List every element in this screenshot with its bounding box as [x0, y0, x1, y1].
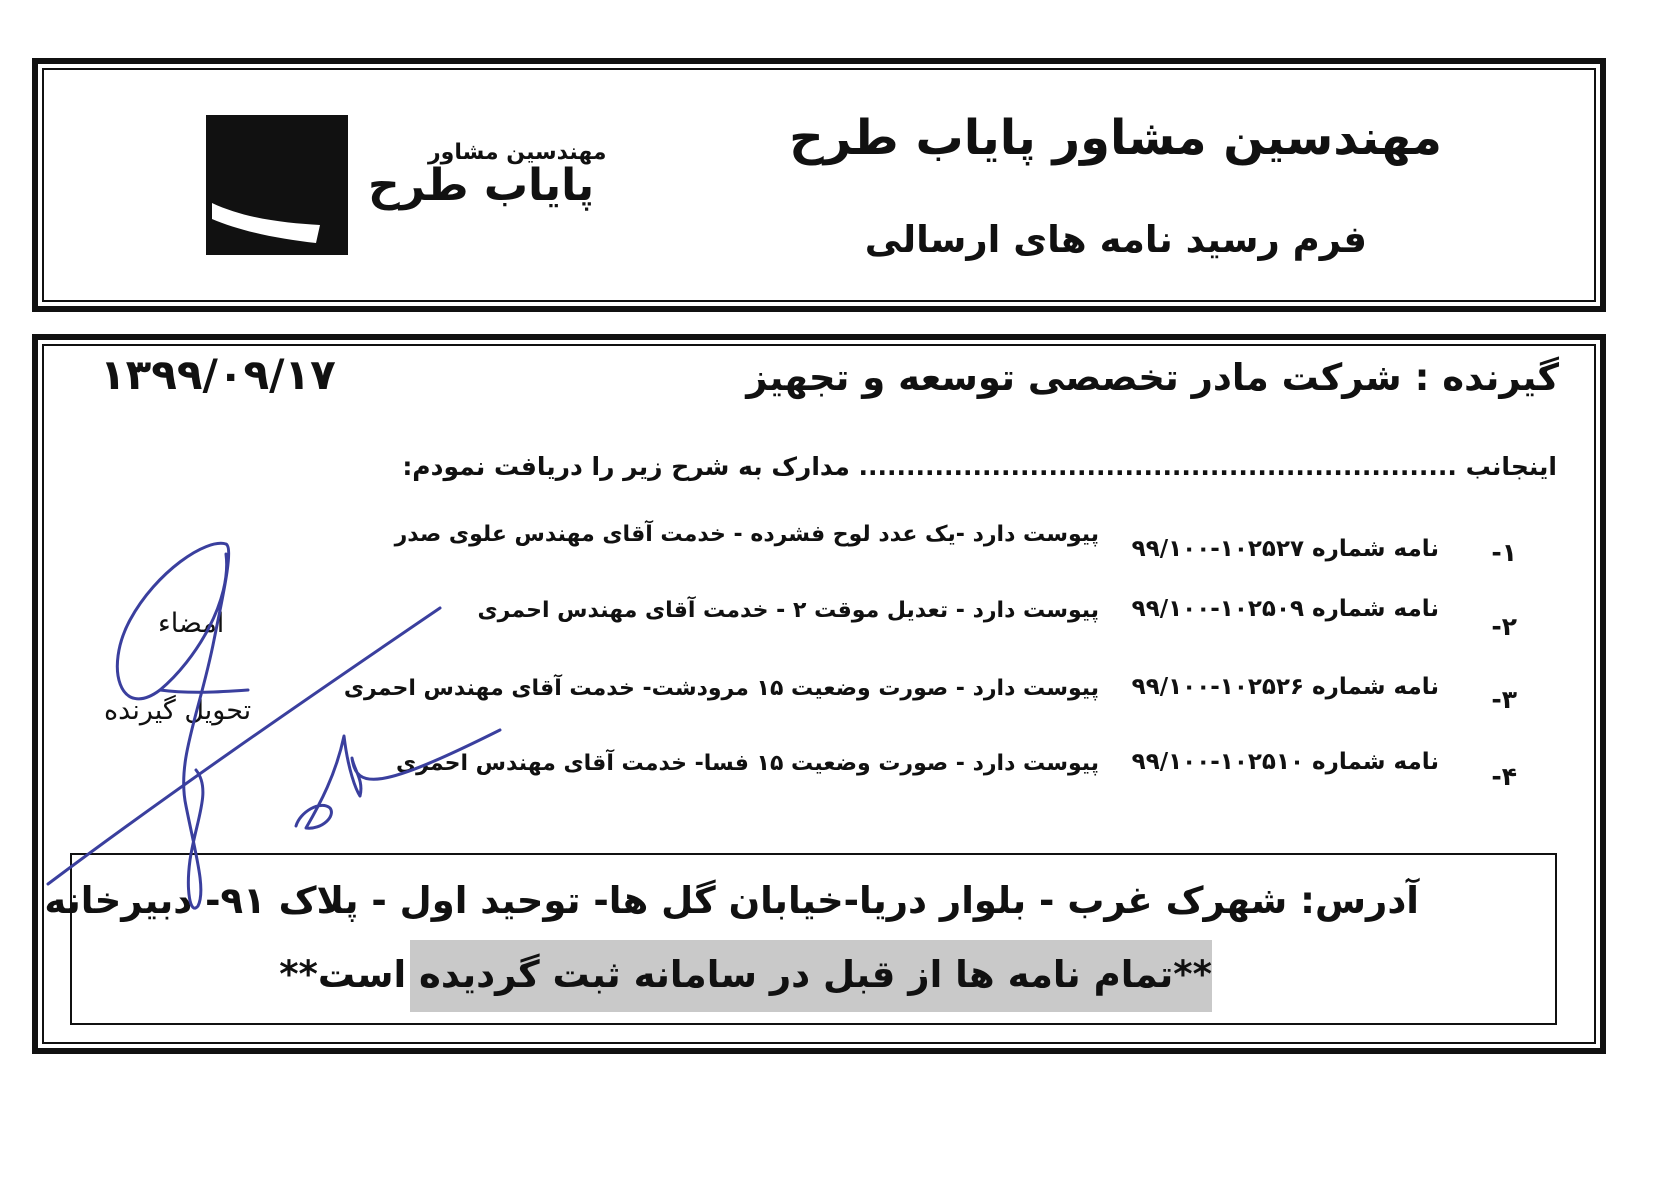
- intro-blank-line: ...............................................................: [858, 452, 1457, 481]
- letter-number: ۱-: [1491, 538, 1517, 567]
- intro-suffix: مدارک به شرح زیر را دریافت نمودم:: [402, 452, 850, 481]
- signature-label: امضاء: [158, 608, 225, 639]
- letter-number: ۲-: [1491, 612, 1517, 641]
- letter-description: پیوست دارد - تعدیل موقت ۲ - خدمت آقای مهندس احمری: [477, 598, 1099, 623]
- company-logo-mark: [206, 115, 348, 255]
- company-title: مهندسین مشاور پایاب طرح: [789, 110, 1442, 166]
- recipient: گیرنده : شرکت مادر تخصصی توسعه و تجهیز: [746, 356, 1559, 399]
- letter-reference: نامه شماره ۱۰۲۵۲۷-۹۹/۱۰۰: [1131, 536, 1439, 562]
- letter-reference: نامه شماره ۱۰۲۵۰۹-۹۹/۱۰۰: [1131, 596, 1439, 622]
- logo-name: پایاب طرح: [368, 160, 595, 211]
- letter-reference: نامه شماره ۱۰۲۵۱۰-۹۹/۱۰۰: [1131, 749, 1439, 775]
- address: آدرس: شهرک غرب - بلوار دریا-خیابان گل ها- توحید اول - پلاک ۹۱- دبیرخانه: [44, 879, 1419, 922]
- letter-number: ۴-: [1491, 762, 1517, 791]
- document-date: ۱۳۹۹/۰۹/۱۷: [100, 350, 336, 399]
- letter-description: پیوست دارد - صورت وضعیت ۱۵ مرودشت- خدمت آقای مهندس احمری: [343, 676, 1099, 701]
- letter-description: پیوست دارد -یک عدد لوح فشرده - خدمت آقای مهندس علوی صدر: [394, 522, 1099, 547]
- delivery-recipient-label: تحویل گیرنده: [104, 695, 252, 726]
- letter-description: پیوست دارد - صورت وضعیت ۱۵ فسا- خدمت آقای مهندس احمری: [396, 751, 1099, 776]
- letter-reference: نامه شماره ۱۰۲۵۲۶-۹۹/۱۰۰: [1131, 674, 1439, 700]
- intro-statement: [402, 452, 1557, 481]
- form-title: فرم رسید نامه های ارسالی: [864, 218, 1367, 261]
- logo-subtitle: مهندسین مشاور: [428, 140, 607, 165]
- registration-notice: **تمام نامه ها از قبل در سامانه ثبت گردیده است**: [279, 953, 1212, 996]
- intro-prefix: اینجانب: [1465, 452, 1557, 481]
- letter-number: ۳-: [1491, 685, 1517, 714]
